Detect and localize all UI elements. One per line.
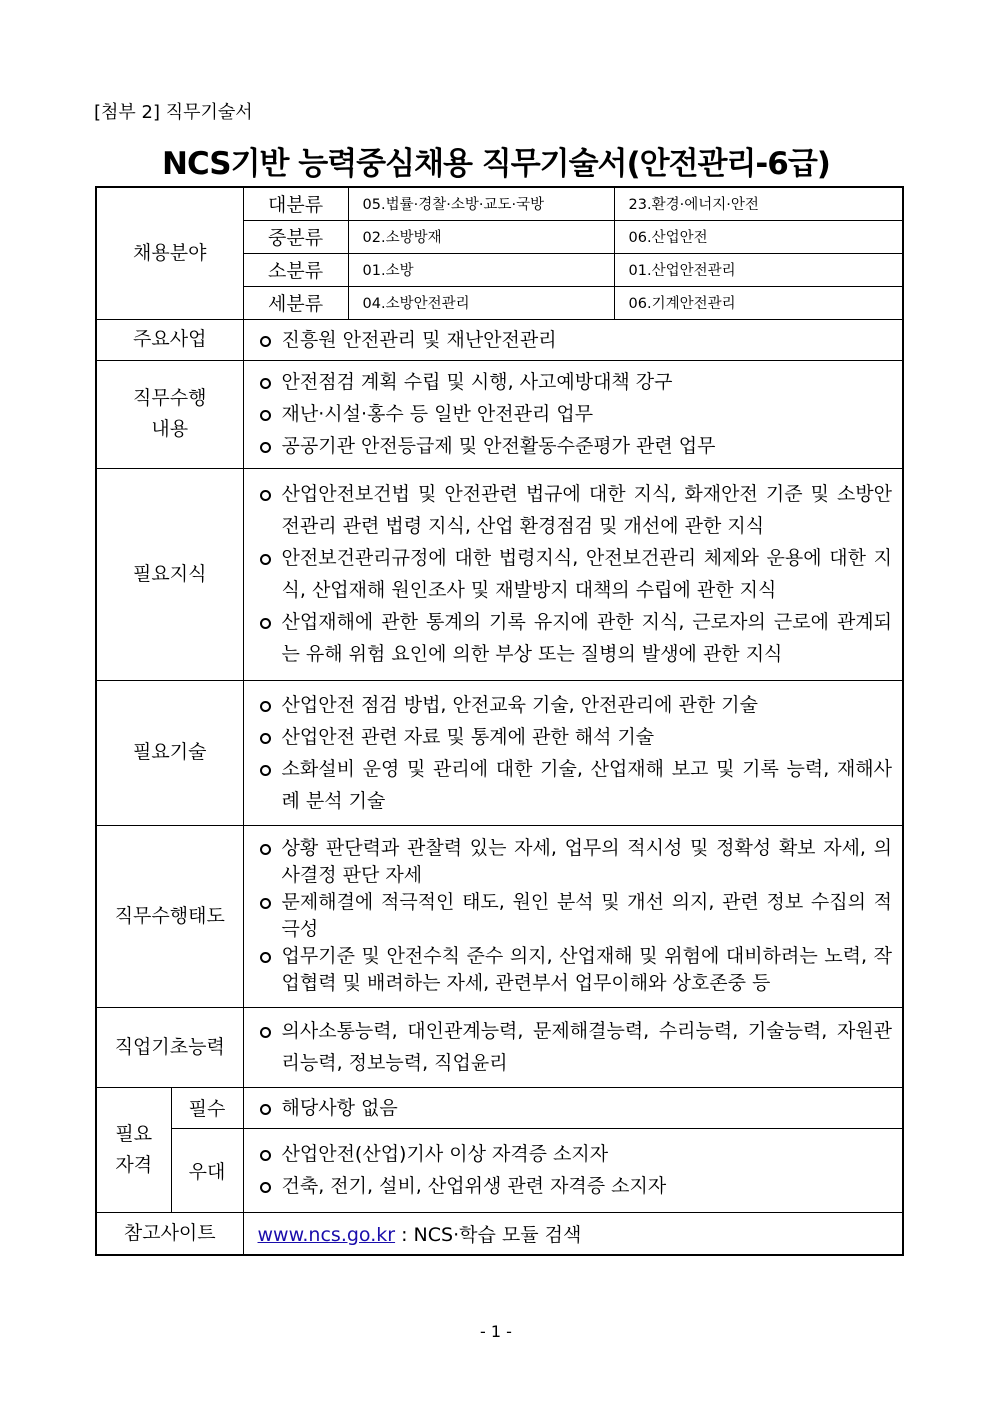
bullet-icon bbox=[260, 844, 271, 855]
bullet-icon bbox=[260, 378, 271, 389]
preferred-label: 우대 bbox=[171, 1128, 243, 1212]
reference-text: : NCS·학습 모듈 검색 bbox=[395, 1223, 582, 1246]
bullet-icon bbox=[260, 1104, 271, 1115]
reference-content bbox=[243, 1212, 903, 1255]
class-value: 06.기계안전관리 bbox=[614, 286, 903, 319]
preferred-content bbox=[243, 1128, 903, 1212]
list-item: 소화설비 운영 및 관리에 대한 기술, 산업재해 보고 및 기록 능력, 재해사례 분석 기술 bbox=[258, 753, 893, 817]
list-item: 재난·시설·홍수 등 일반 안전관리 업무 bbox=[258, 398, 893, 430]
bullet-icon bbox=[260, 442, 271, 453]
required-label: 필수 bbox=[171, 1087, 243, 1128]
list-item: 해당사항 없음 bbox=[258, 1092, 893, 1124]
list-item: 산업안전 관련 자료 및 통계에 관한 해석 기술 bbox=[258, 721, 893, 753]
knowledge-label: 필요지식 bbox=[96, 468, 243, 680]
class-value: 04.소방안전관리 bbox=[348, 286, 614, 319]
job-description-table bbox=[95, 186, 904, 1256]
bullet-icon bbox=[260, 952, 271, 963]
main-business-content bbox=[243, 319, 903, 360]
bullet-icon bbox=[260, 410, 271, 421]
bullet-icon bbox=[260, 733, 271, 744]
page-title: NCS기반 능력중심채용 직무기술서(안전관리-6급) bbox=[162, 146, 830, 182]
required-content bbox=[243, 1087, 903, 1128]
list-item: 안전보건관리규정에 대한 법령지식, 안전보건관리 체제와 운용에 대한 지식, 산업재해 원인조사 및 재발방지 대책의 수립에 관한 지식 bbox=[258, 542, 893, 606]
list-item: 문제해결에 적극적인 태도, 원인 분석 및 개선 의지, 관련 정보 수집의 적극성 bbox=[258, 889, 893, 943]
list-item: 안전점검 계획 수립 및 시행, 사고예방대책 강구 bbox=[258, 366, 893, 398]
class-value: 01.산업안전관리 bbox=[614, 253, 903, 286]
basic-ability-content bbox=[243, 1007, 903, 1087]
skills-label: 필요기술 bbox=[96, 680, 243, 825]
bullet-icon bbox=[260, 898, 271, 909]
bullet-icon bbox=[260, 1150, 271, 1161]
list-item: 상황 판단력과 관찰력 있는 자세, 업무의 적시성 및 정확성 확보 자세, 의사결정 판단 자세 bbox=[258, 835, 893, 889]
bullet-icon bbox=[260, 1182, 271, 1193]
class-value: 02.소방방재 bbox=[348, 220, 614, 253]
list-item: 건축, 전기, 설비, 산업위생 관련 자격증 소지자 bbox=[258, 1170, 893, 1202]
attachment-label: [첨부 2] 직무기술서 bbox=[94, 102, 253, 123]
class-value: 23.환경·에너지·안전 bbox=[614, 187, 903, 220]
bullet-icon bbox=[260, 554, 271, 565]
field-label: 채용분야 bbox=[96, 187, 243, 319]
class-level: 중분류 bbox=[243, 220, 348, 253]
list-item: 의사소통능력, 대인관계능력, 문제해결능력, 수리능력, 기술능력, 자원관리능력, 정보능력, 직업윤리 bbox=[258, 1015, 893, 1079]
list-item: 업무기준 및 안전수칙 준수 의지, 산업재해 및 위험에 대비하려는 노력, 작업협력 및 배려하는 자세, 관련부서 업무이해와 상호존중 등 bbox=[258, 943, 893, 997]
list-item: 산업안전(산업)기사 이상 자격증 소지자 bbox=[258, 1138, 893, 1170]
bullet-icon bbox=[260, 490, 271, 501]
class-level: 대분류 bbox=[243, 187, 348, 220]
reference-label: 참고사이트 bbox=[96, 1212, 243, 1255]
skills-content bbox=[243, 680, 903, 825]
bullet-icon bbox=[260, 618, 271, 629]
list-item: 진흥원 안전관리 및 재난안전관리 bbox=[258, 324, 893, 356]
knowledge-content bbox=[243, 468, 903, 680]
ncs-link[interactable]: www.ncs.go.kr bbox=[257, 1223, 396, 1246]
class-value: 01.소방 bbox=[348, 253, 614, 286]
list-item: 공공기관 안전등급제 및 안전활동수준평가 관련 업무 bbox=[258, 430, 893, 462]
page-number: - 1 - bbox=[480, 1322, 512, 1341]
class-value: 06.산업안전 bbox=[614, 220, 903, 253]
bullet-icon bbox=[260, 1027, 271, 1038]
duties-content bbox=[243, 360, 903, 468]
bullet-icon bbox=[260, 336, 271, 347]
class-level: 소분류 bbox=[243, 253, 348, 286]
list-item: 산업재해에 관한 통계의 기록 유지에 관한 지식, 근로자의 근로에 관계되는 유해 위험 요인에 의한 부상 또는 질병의 발생에 관한 지식 bbox=[258, 606, 893, 670]
qualification-label: 필요 자격 bbox=[96, 1087, 171, 1212]
list-item: 산업안전보건법 및 안전관련 법규에 대한 지식, 화재안전 기준 및 소방안전관리 관련 법령 지식, 산업 환경점검 및 개선에 관한 지식 bbox=[258, 478, 893, 542]
bullet-icon bbox=[260, 765, 271, 776]
attitude-label: 직무수행태도 bbox=[96, 825, 243, 1007]
list-item: 산업안전 점검 방법, 안전교육 기술, 안전관리에 관한 기술 bbox=[258, 689, 893, 721]
duties-label: 직무수행 내용 bbox=[96, 360, 243, 468]
basic-ability-label: 직업기초능력 bbox=[96, 1007, 243, 1087]
class-value: 05.법률·경찰·소방·교도·국방 bbox=[348, 187, 614, 220]
bullet-icon bbox=[260, 701, 271, 712]
main-business-label: 주요사업 bbox=[96, 319, 243, 360]
class-level: 세분류 bbox=[243, 286, 348, 319]
attitude-content bbox=[243, 825, 903, 1007]
